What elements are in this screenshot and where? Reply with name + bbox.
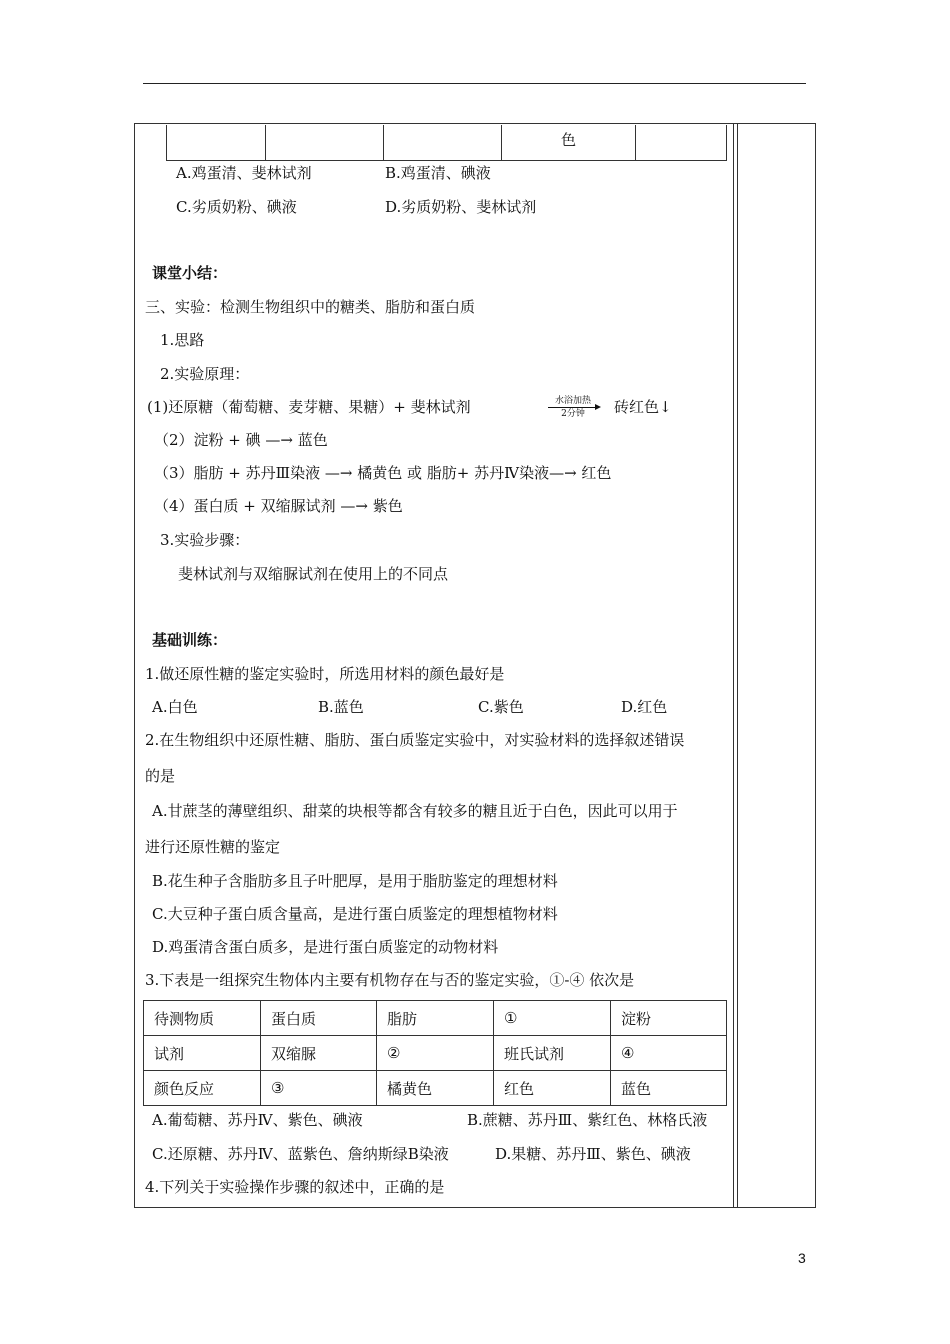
principle-3: （3）脂肪 + 苏丹Ⅲ染液 —→ 橘黄色 或 脂肪+ 苏丹Ⅳ染液—→ 红色 [154, 464, 612, 482]
principle-1: (1)还原糖（葡萄糖、麦芽糖、果糖）+ 斐林试剂 [147, 398, 471, 416]
q3-table-cell: 脂肪 [377, 1001, 494, 1036]
q3-table [143, 1000, 727, 1106]
q3-table-cell: 红色 [494, 1071, 611, 1106]
top-table-cell [502, 125, 636, 160]
q3-table-row [144, 1071, 727, 1106]
q3-option-b: B.蔗糖、苏丹Ⅲ、紫红色、林格氏液 [467, 1111, 708, 1129]
q3-table-row [144, 1001, 727, 1036]
q3-table-cell: 淀粉 [611, 1001, 727, 1036]
q3-table-cell: 试剂 [144, 1036, 261, 1071]
q2-stem-line-1: 2.在生物组织中还原性糖、脂肪、蛋白质鉴定实验中，对实验材料的选择叙述错误 [145, 731, 685, 749]
summary-heading: 课堂小结： [152, 264, 228, 282]
principle-4: （4）蛋白质 + 双缩脲试剂 —→ 紫色 [154, 497, 403, 515]
top-table-text: 色 [560, 131, 576, 149]
q2-option-c: C.大豆种子蛋白质含量高，是进行蛋白质鉴定的理想植物材料 [152, 905, 558, 923]
q1-option-a: A.白色 [152, 698, 198, 716]
summary-section-title: 三、实验：检测生物组织中的糖类、脂肪和蛋白质 [145, 298, 476, 316]
top-table-cell [384, 125, 502, 160]
q2-stem-line-2: 的是 [145, 767, 176, 785]
arrow-condition-top: 水浴加热 [554, 396, 591, 406]
q1-stem: 1.做还原性糖的鉴定实验时，所选用材料的颜色最好是 [145, 665, 505, 683]
summary-note: 斐林试剂与双缩脲试剂在使用上的不同点 [178, 565, 449, 583]
q1-option-d: D.红色 [621, 698, 668, 716]
q1-option-c: C.紫色 [478, 698, 524, 716]
principle-2: （2）淀粉 + 碘 —→ 蓝色 [154, 431, 328, 449]
q3-option-c: C.还原糖、苏丹Ⅳ、蓝紫色、詹纳斯绿B染液 [152, 1145, 449, 1163]
arrow-line [548, 407, 596, 408]
top-table-cell [167, 125, 266, 160]
q3-table-cell: 双缩脲 [261, 1036, 377, 1071]
q3-table-cell: ③ [261, 1071, 377, 1106]
q3-table-cell: ④ [611, 1036, 727, 1071]
q2-option-d: D.鸡蛋清含蛋白质多，是进行蛋白质鉴定的动物材料 [152, 938, 499, 956]
q3-table-cell: 待测物质 [144, 1001, 261, 1036]
q3-table-cell: 颜色反应 [144, 1071, 261, 1106]
top-table [166, 125, 727, 161]
header-rule [143, 83, 806, 84]
column-divider-inner [737, 123, 738, 1208]
q3-option-a: A.葡萄糖、苏丹Ⅳ、紫色、碘液 [152, 1111, 363, 1129]
q3-table-row [144, 1036, 727, 1071]
q3-table-cell: 蛋白质 [261, 1001, 377, 1036]
q3-table-cell: ② [377, 1036, 494, 1071]
q2-option-a-line-2: 进行还原性糖的鉴定 [145, 838, 281, 856]
summary-item-1: 1.思路 [160, 331, 205, 349]
q3-table-cell: ① [494, 1001, 611, 1036]
prev-option-b: B.鸡蛋清、碘液 [385, 164, 491, 182]
prev-option-d: D.劣质奶粉、斐林试剂 [385, 198, 537, 216]
q3-stem: 3.下表是一组探究生物体内主要有机物存在与否的鉴定实验，①-④ 依次是 [145, 971, 635, 989]
q3-table-cell: 橘黄色 [377, 1071, 494, 1106]
q4-stem: 4.下列关于实验操作步骤的叙述中，正确的是 [145, 1178, 445, 1196]
training-heading: 基础训练： [152, 631, 228, 649]
summary-item-3: 3.实验步骤： [160, 531, 250, 549]
arrow-condition-bottom: 2分钟 [561, 409, 585, 419]
q3-option-d: D.果糖、苏丹Ⅲ、紫色、碘液 [495, 1145, 691, 1163]
prev-option-a: A.鸡蛋清、斐林试剂 [176, 164, 312, 182]
q3-table-cell: 蓝色 [611, 1071, 727, 1106]
top-table-cell [636, 125, 727, 160]
reaction-arrow [548, 396, 602, 422]
q2-option-b: B.花生种子含脂肪多且子叶肥厚，是用于脂肪鉴定的理想材料 [152, 872, 558, 890]
q2-option-a-line-1: A.甘蔗茎的薄壁组织、甜菜的块根等都含有较多的糖且近于白色，因此可以用于 [152, 802, 678, 820]
page-number: 3 [798, 1250, 806, 1266]
summary-item-2: 2.实验原理： [160, 365, 250, 383]
top-table-cell [266, 125, 384, 160]
prev-option-c: C.劣质奶粉、碘液 [176, 198, 297, 216]
principle-1-result: 砖红色↓ [614, 398, 672, 416]
q1-option-b: B.蓝色 [318, 698, 364, 716]
q3-table-cell: 班氏试剂 [494, 1036, 611, 1071]
column-divider [733, 123, 734, 1208]
